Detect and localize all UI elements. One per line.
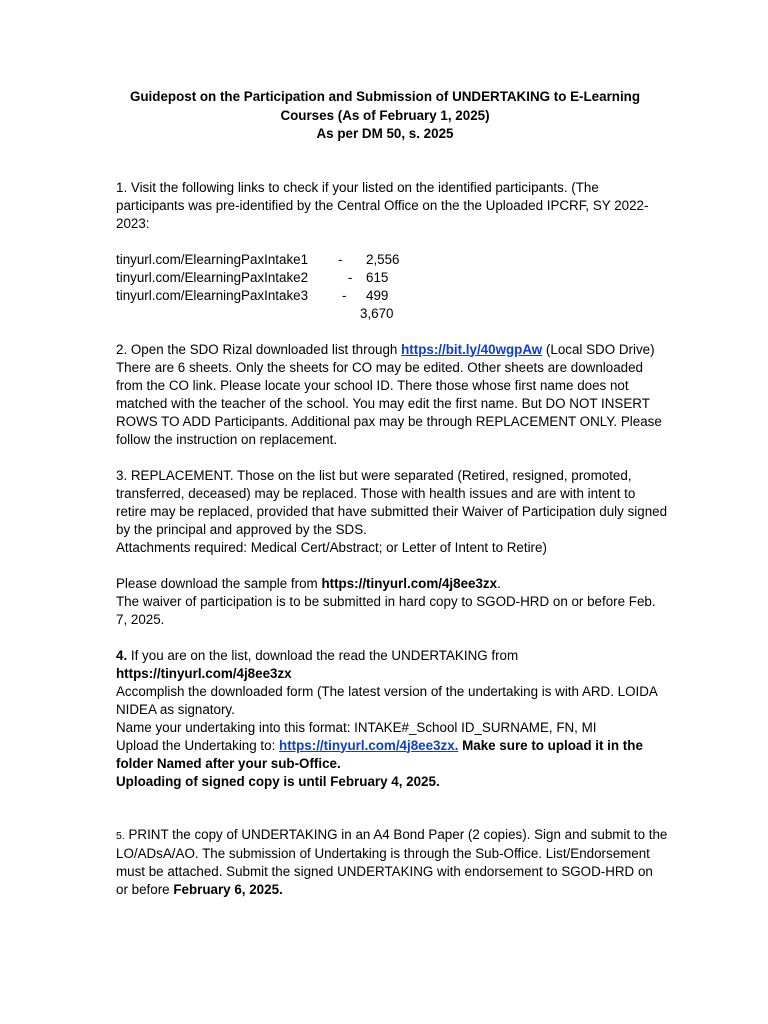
section-4-deadline: Uploading of signed copy is until February 4, 2025. (116, 773, 440, 789)
intake-count-2: 615 (366, 269, 389, 285)
section-4-upload: Upload the Undertaking to: https://tinyurl.com/4j8ee3zx. Make sure to upload it in the folder Named after your sub-Office. (116, 737, 643, 771)
section-1-text: 1. Visit the following links to check if your listed on the identified participants. (The participants was pre-identified by the Central Office on the the Uploaded IPCRF, SY 2022-2023: (116, 179, 649, 231)
dash: - (338, 251, 343, 267)
sdo-drive-link[interactable]: https://bit.ly/40wgpAw (401, 341, 543, 357)
intake-count-3: 499 (366, 287, 389, 303)
section-2-body: There are 6 sheets. Only the sheets for CO may be edited. Other sheets are downloaded from the CO link. Please locate your school ID. There those whose first name does not matched with the teacher of the school. You may edit the first name. But DO NOT INSERT ROWS TO ADD Participants. Additional pax may be through REPLACEMENT ONLY. Please follow the instruction on replacement. (116, 359, 662, 447)
participant-links-table (116, 251, 416, 323)
table-row (116, 251, 416, 269)
dash: - (342, 287, 347, 303)
intake-link-3[interactable]: tinyurl.com/ElearningPaxIntake3 (116, 287, 309, 303)
section-2-heading: 2. Open the SDO Rizal downloaded list through https://bit.ly/40wgpAw (Local SDO Drive) (116, 341, 655, 357)
title-line-3: As per DM 50, s. 2025 (316, 126, 454, 141)
document-title (102, 88, 668, 144)
intake-total: 3,670 (360, 305, 394, 321)
section-3-waiver: The waiver of participation is to be submitted in hard copy to SGOD-HRD on or before Feb. 7, 2025. (116, 593, 656, 627)
dash: - (348, 269, 353, 285)
sample-download-link[interactable]: https://tinyurl.com/4j8ee3zx (321, 575, 498, 591)
intake-link-1[interactable]: tinyurl.com/ElearningPaxIntake1 (116, 251, 309, 267)
undertaking-upload-link[interactable]: https://tinyurl.com/4j8ee3zx. (279, 737, 459, 753)
section-3-attachments: Attachments required: Medical Cert/Abstract; or Letter of Intent to Retire) (116, 539, 547, 555)
section-4-heading: 4. If you are on the list, download the read the UNDERTAKING from (116, 647, 519, 663)
title-line-1: Guidepost on the Participation and Submission of UNDERTAKING to E-Learning (129, 89, 641, 104)
intake-count-1: 2,556 (366, 251, 400, 267)
title-line-2: Courses (As of February 1, 2025) (280, 107, 490, 123)
section-3-download: Please download the sample from https://tinyurl.com/4j8ee3zx. (116, 575, 501, 591)
section-4-name-format: Name your undertaking into this format: INTAKE#_School ID_SURNAME, FN, MI (116, 719, 597, 735)
section-4-accomplish: Accomplish the downloaded form (The latest version of the undertaking is with ARD. LOIDA NIDEA as signatory. (116, 683, 658, 717)
table-row (116, 287, 416, 305)
section-5-body: 5. PRINT the copy of UNDERTAKING in an A4 Bond Paper (2 copies). Sign and submit to the LO/ADsA/AO. The submission of Undertaking is through the Sub-Office. List/Endorsement must be attached. Submit the signed UNDERTAKING with endorsement to SGOD-HRD on or before February 6, 2025. (116, 826, 668, 897)
section-3-body: 3. REPLACEMENT. Those on the list but were separated (Retired, resigned, promoted, transferred, deceased) may be replaced. Those with health issues and are with intent to retire may be replaced, provided that have submitted their Waiver of Participation duly signed by the principal and approved by the SDS. (116, 467, 668, 537)
table-row (116, 269, 416, 287)
undertaking-download-link[interactable]: https://tinyurl.com/4j8ee3zx (116, 665, 292, 681)
table-row (116, 305, 416, 323)
intake-link-2[interactable]: tinyurl.com/ElearningPaxIntake2 (116, 269, 309, 285)
